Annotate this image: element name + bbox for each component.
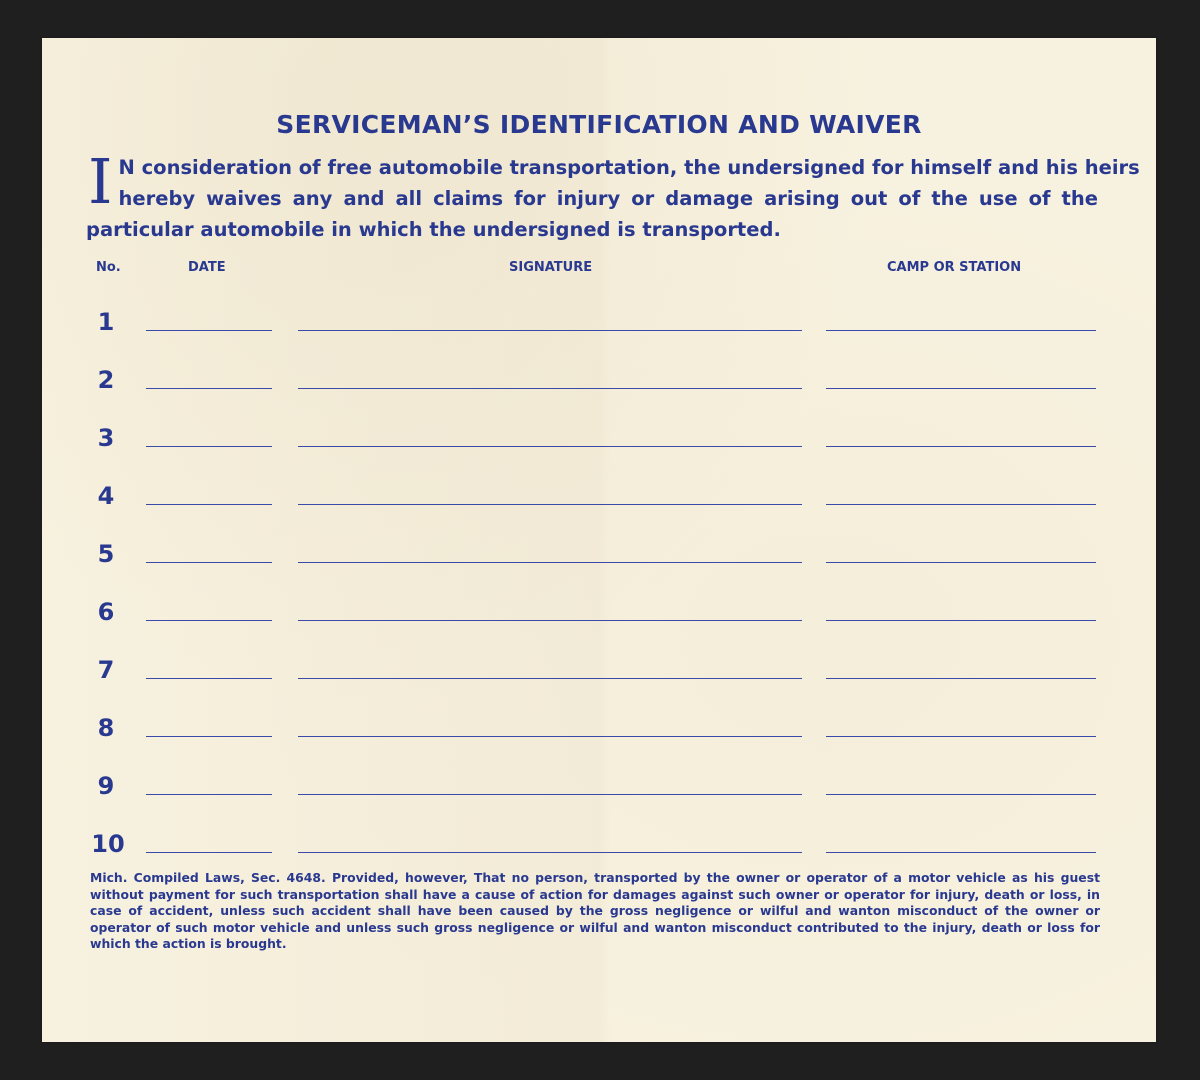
date-field[interactable]	[146, 504, 272, 505]
signature-field[interactable]	[298, 794, 802, 795]
camp-station-field[interactable]	[826, 446, 1096, 447]
signature-field[interactable]	[298, 504, 802, 505]
date-field[interactable]	[146, 446, 272, 447]
intro-dropcap: I	[88, 145, 113, 218]
column-header-date: DATE	[188, 260, 226, 275]
signature-field[interactable]	[298, 562, 802, 563]
row-number: 1	[97, 308, 115, 336]
signature-field[interactable]	[298, 852, 802, 853]
row-number: 5	[97, 540, 115, 568]
row-number: 7	[97, 656, 115, 684]
row-number: 8	[97, 714, 115, 742]
camp-station-field[interactable]	[826, 678, 1096, 679]
signature-field[interactable]	[298, 330, 802, 331]
intro-paragraph	[86, 145, 1140, 245]
date-field[interactable]	[146, 388, 272, 389]
signature-field[interactable]	[298, 736, 802, 737]
column-header-signature: SIGNATURE	[509, 260, 593, 275]
intro-line-3: particular automobile in which the undersigned is transported.	[86, 218, 781, 241]
camp-station-field[interactable]	[826, 562, 1096, 563]
column-header-camp-or-station: CAMP OR STATION	[887, 260, 1022, 275]
law-citation-text: Mich. Compiled Laws, Sec. 4648. Provided, however, That no person, transported by the owner or operator of a motor vehicle as his guest without payment for such transportation shall have a cause of action for damages against such owner or operator for injury, death or loss, in case of accident, unless such accident shall have been caused by the gross negligence or wilful and wanton misconduct of the owner or operator of such motor vehicle and unless such gross negligence or wilful and wanton misconduct contributed to the injury, death or loss for which the action is brought.	[90, 870, 1100, 951]
date-field[interactable]	[146, 852, 272, 853]
camp-station-field[interactable]	[826, 504, 1096, 505]
camp-station-field[interactable]	[826, 736, 1096, 737]
row-number: 4	[97, 482, 115, 510]
signature-field[interactable]	[298, 388, 802, 389]
intro-line-2: hereby waives any and all claims for injury or damage arising out of the use of the	[118, 187, 1098, 210]
waiver-form-sheet	[42, 38, 1156, 1042]
date-field[interactable]	[146, 736, 272, 737]
row-number: 9	[97, 772, 115, 800]
form-title: SERVICEMAN’S IDENTIFICATION AND WAIVER	[276, 110, 922, 139]
camp-station-field[interactable]	[826, 794, 1096, 795]
signature-field[interactable]	[298, 620, 802, 621]
intro-line-1: N consideration of free automobile transportation, the undersigned for himself and his heirs	[118, 156, 1140, 179]
row-number: 10	[91, 830, 125, 858]
column-header-number: No.	[96, 260, 121, 275]
date-field[interactable]	[146, 794, 272, 795]
camp-station-field[interactable]	[826, 852, 1096, 853]
camp-station-field[interactable]	[826, 388, 1096, 389]
row-number: 6	[97, 598, 115, 626]
date-field[interactable]	[146, 678, 272, 679]
row-number: 2	[97, 366, 115, 394]
date-field[interactable]	[146, 330, 272, 331]
signature-field[interactable]	[298, 446, 802, 447]
date-field[interactable]	[146, 620, 272, 621]
camp-station-field[interactable]	[826, 330, 1096, 331]
row-number: 3	[97, 424, 115, 452]
date-field[interactable]	[146, 562, 272, 563]
camp-station-field[interactable]	[826, 620, 1096, 621]
signature-field[interactable]	[298, 678, 802, 679]
